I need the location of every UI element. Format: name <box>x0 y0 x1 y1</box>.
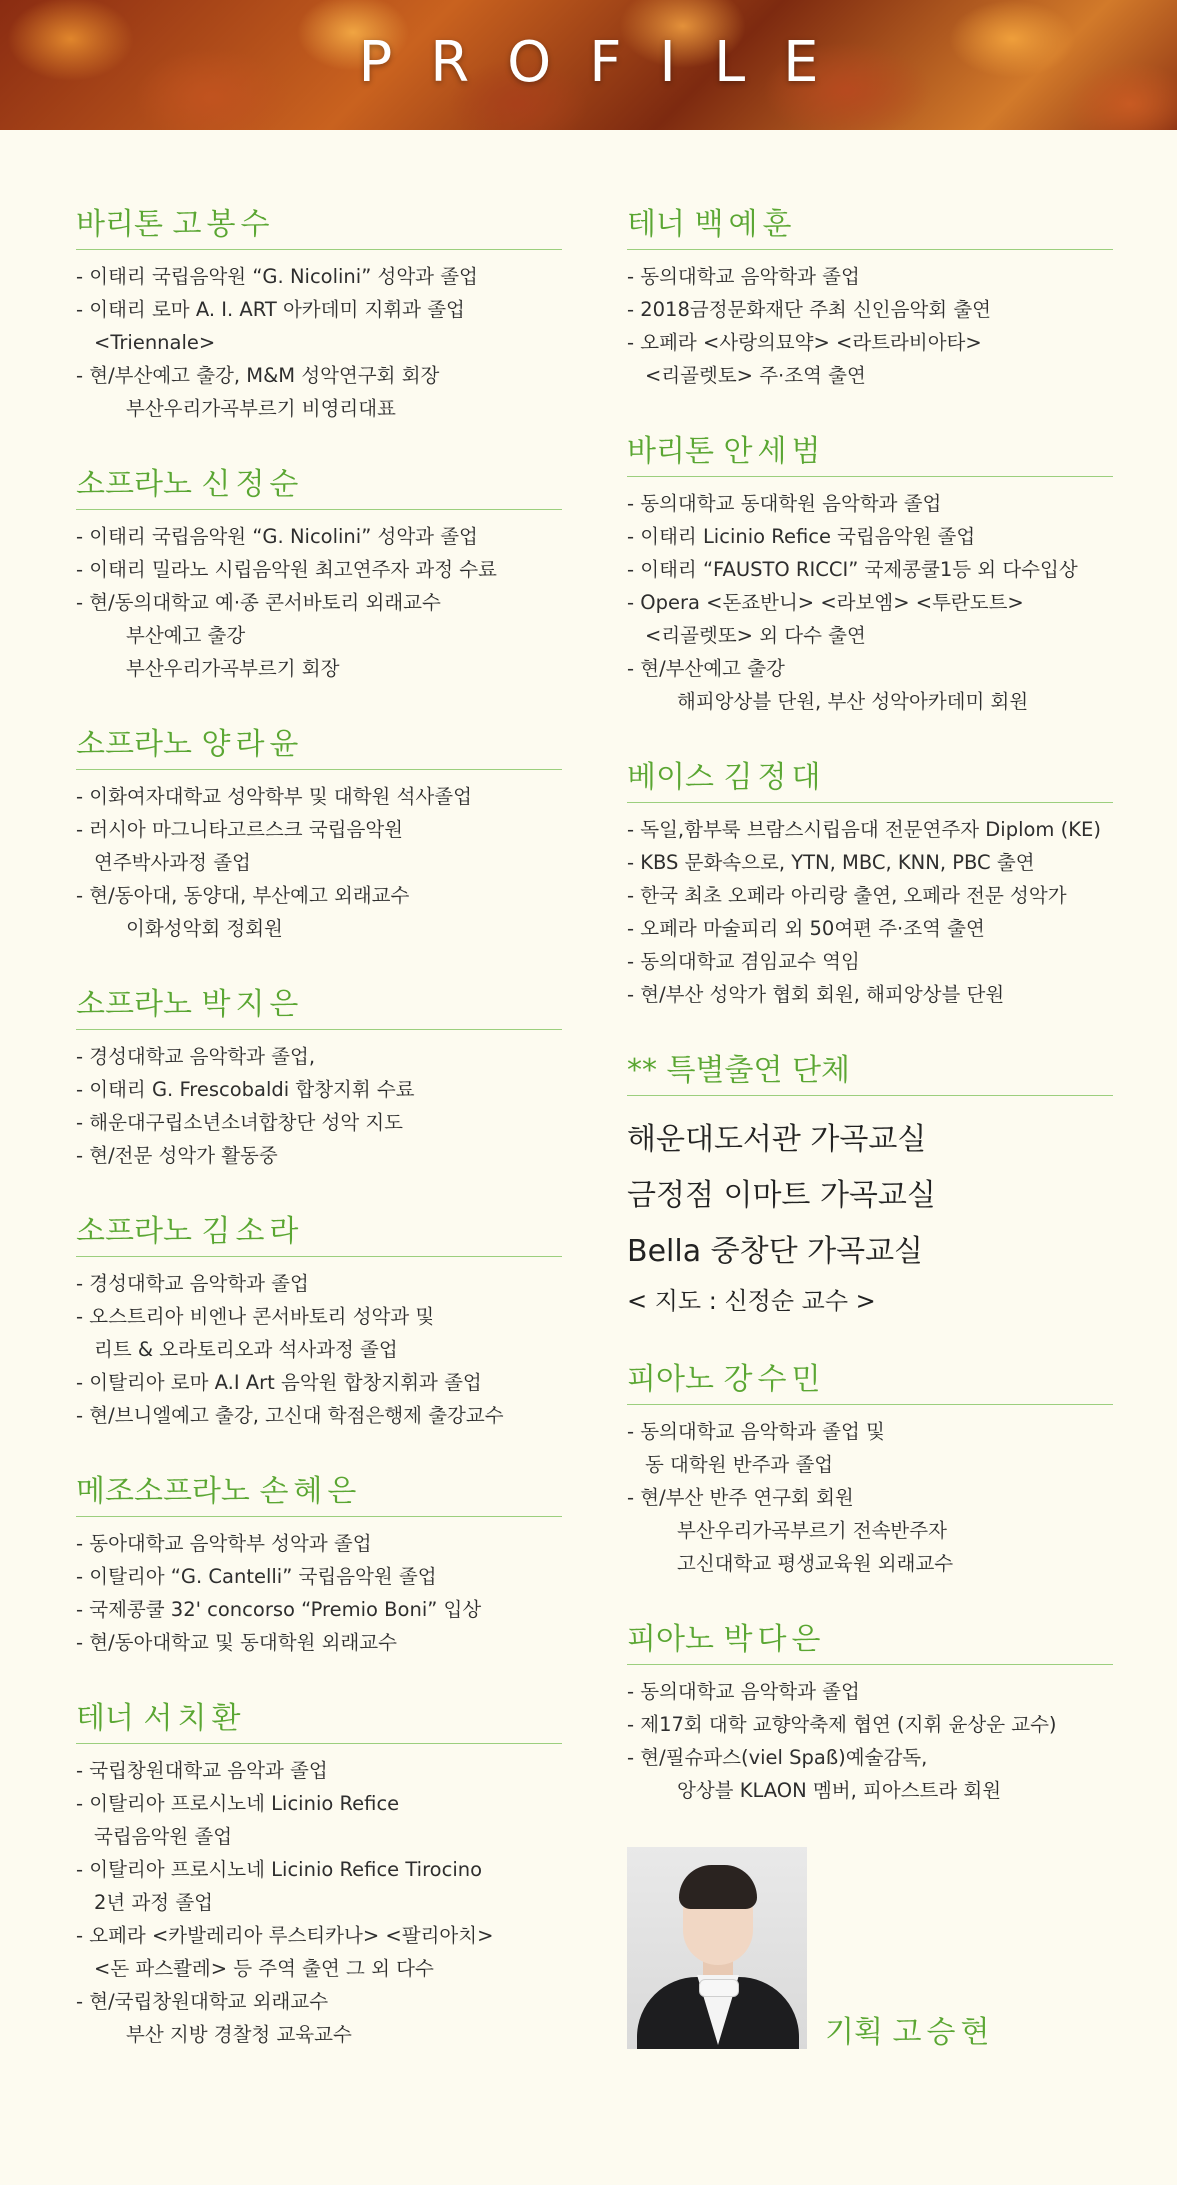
planner-credit <box>825 2007 994 2051</box>
performer-name: 강수민 <box>723 1362 826 1397</box>
bio-line: 연주박사과정 졸업 <box>94 851 251 874</box>
performer-heading <box>76 725 562 770</box>
profile-section <box>76 1699 562 2051</box>
performer-name: 신정순 <box>201 467 304 502</box>
bio-line: - 독일,함부룩 브람스시립음대 전문연주자 Diplom (KE) <box>627 818 1101 841</box>
bio-line: - 동의대학교 음악학과 졸업 <box>627 265 860 288</box>
bio-line: - 현/필슈파스(viel Spaß)예술감독, <box>627 1746 928 1769</box>
bio-line: - 이태리 Licinio Refice 국립음악원 졸업 <box>627 525 976 548</box>
bio-line: - 동의대학교 음악학과 졸업 <box>627 1680 860 1703</box>
bio-line: - 현/부산예고 출강, M&M 성악연구회 회장 <box>76 364 440 387</box>
bio-line: - 현/국립창원대학교 외래교수 <box>76 1990 329 2013</box>
bio-line: - 동의대학교 음악학과 졸업 및 <box>627 1420 885 1443</box>
performer-role: 피아노 <box>627 1362 714 1397</box>
bio-line: 부산우리가곡부르기 비영리대표 <box>126 397 396 420</box>
right-column <box>627 205 1113 2052</box>
bio-line: - KBS 문화속으로, YTN, MBC, KNN, PBC 출연 <box>627 851 1035 874</box>
performer-heading <box>627 1620 1113 1665</box>
performer-role: 베이스 <box>627 760 714 795</box>
bio-line: <Triennale> <box>94 331 216 354</box>
special-appearance-section <box>627 1051 1113 1322</box>
profile-section <box>627 1360 1113 1580</box>
performer-heading <box>627 205 1113 250</box>
bio-line: - 오스트리아 비엔나 콘서바토리 성악과 및 <box>76 1305 435 1328</box>
profile-section <box>76 985 562 1172</box>
bio-line: - 경성대학교 음악학과 졸업 <box>76 1272 309 1295</box>
bio-line: - 현/브니엘예고 출강, 고신대 학점은행제 출강교수 <box>76 1404 504 1427</box>
performer-role: 테너 <box>76 1701 134 1736</box>
bio-line: 앙상블 KLAON 멤버, 피아스트라 회원 <box>677 1779 1002 1802</box>
bio-line: 리트 & 오라토리오과 석사과정 졸업 <box>94 1338 398 1361</box>
profile-section <box>76 205 562 425</box>
bio-line: 해피앙상블 단원, 부산 성악아카데미 회원 <box>677 690 1029 713</box>
bio-line: - Opera <돈죠반니> <라보엠> <투란도트> <box>627 591 1024 614</box>
performer-role: 메조소프라노 <box>76 1474 250 1509</box>
left-column <box>76 205 562 2091</box>
bio-line: - 이화여자대학교 성악학부 및 대학원 석사졸업 <box>76 785 472 808</box>
bio-line: - 동아대학교 음악학부 성악과 졸업 <box>76 1532 372 1555</box>
special-group-item: Bella 중창단 가곡교실 <box>627 1234 924 1269</box>
planner-role: 기획 <box>825 2015 883 2050</box>
profile-section <box>76 725 562 945</box>
performer-role: 테너 <box>627 207 685 242</box>
performer-heading <box>76 465 562 510</box>
bio-line: 국립음악원 졸업 <box>94 1825 233 1848</box>
bio-line: - 현/부산 성악가 협회 회원, 해피앙상블 단원 <box>627 983 1005 1006</box>
bio-line: - 국립창원대학교 음악과 졸업 <box>76 1759 328 1782</box>
bio-line: - 현/부산예고 출강 <box>627 657 785 680</box>
performer-role: 소프라노 <box>76 987 192 1022</box>
bio-line: - 국제콩쿨 32' concorso “Premio Boni” 입상 <box>76 1598 482 1621</box>
bio-line: <리골렛토> 주·조역 출연 <box>645 364 866 387</box>
performer-name: 안세범 <box>723 434 826 469</box>
page-title: PROFILE <box>358 30 857 95</box>
bio-line: - 현/전문 성악가 활동중 <box>76 1144 278 1167</box>
bio-line: - 현/동아대, 동양대, 부산예고 외래교수 <box>76 884 410 907</box>
profile-section <box>627 1620 1113 1807</box>
bio-line: - 현/동의대학교 예·종 콘서바토리 외래교수 <box>76 591 441 614</box>
performer-role: 소프라노 <box>76 727 192 762</box>
bio-line: - 현/동아대학교 및 동대학원 외래교수 <box>76 1631 397 1654</box>
special-group-item: 해운대도서관 가곡교실 <box>627 1122 927 1157</box>
bio-line: 부산 지방 경찰청 교육교수 <box>126 2023 352 2046</box>
performer-name: 박다은 <box>723 1622 826 1657</box>
bio-line: - 이태리 국립음악원 “G. Nicolini” 성악과 졸업 <box>76 525 478 548</box>
bio-line: 고신대학교 평생교육원 외래교수 <box>677 1552 954 1575</box>
bio-line: - 해운대구립소년소녀합창단 성악 지도 <box>76 1111 404 1134</box>
bio-line: - 이태리 로마 A. I. ART 아카데미 지휘과 졸업 <box>76 298 465 321</box>
bio-line: - 오페라 <카발레리아 루스티카나> <팔리아치> <box>76 1924 494 1947</box>
bio-line: 2년 과정 졸업 <box>94 1891 213 1914</box>
profile-section <box>76 1212 562 1432</box>
bio-line: - 현/부산 반주 연구회 회원 <box>627 1486 854 1509</box>
bio-line: 이화성악회 정회원 <box>126 917 283 940</box>
bio-line: - 이탈리아 프로시노네 Licinio Refice <box>76 1792 400 1815</box>
bio-line: - 이태리 G. Frescobaldi 합창지휘 수료 <box>76 1078 415 1101</box>
profile-section <box>627 758 1113 1011</box>
performer-heading <box>76 1699 562 1744</box>
bio-line: - 오페라 마술피리 외 50여편 주·조역 출연 <box>627 917 985 940</box>
planner-name: 고승현 <box>892 2015 995 2050</box>
performer-heading <box>76 985 562 1030</box>
special-appearance-title: ** 특별출연 단체 <box>627 1051 1113 1096</box>
performer-heading <box>627 1360 1113 1405</box>
bio-line: - 이탈리아 “G. Cantelli” 국립음악원 졸업 <box>76 1565 437 1588</box>
performer-heading <box>76 1472 562 1517</box>
bio-line: - 한국 최초 오페라 아리랑 출연, 오페라 전문 성악가 <box>627 884 1067 907</box>
bio-line: - 이탈리아 로마 A.I Art 음악원 합창지휘과 졸업 <box>76 1371 482 1394</box>
profile-section <box>627 205 1113 392</box>
performer-heading <box>627 758 1113 803</box>
profile-section <box>76 465 562 685</box>
performer-name: 서치환 <box>143 1701 246 1736</box>
bio-line: <돈 파스콸레> 등 주역 출연 그 외 다수 <box>94 1957 434 1980</box>
performer-role: 바리톤 <box>76 207 163 242</box>
bio-line: 동 대학원 반주과 졸업 <box>645 1453 834 1476</box>
bio-line: 부산우리가곡부르기 회장 <box>126 657 340 680</box>
bio-line: - 이태리 “FAUSTO RICCI” 국제콩쿨1등 외 다수입상 <box>627 558 1078 581</box>
performer-name: 양라윤 <box>201 727 304 762</box>
performer-name: 고봉수 <box>172 207 275 242</box>
header-banner-autumn-leaves <box>0 0 1177 130</box>
special-group-item: 금정점 이마트 가곡교실 <box>627 1178 936 1213</box>
performer-name: 백예훈 <box>694 207 797 242</box>
bio-line: - 이태리 국립음악원 “G. Nicolini” 성악과 졸업 <box>76 265 478 288</box>
performer-role: 피아노 <box>627 1622 714 1657</box>
profile-section <box>627 432 1113 718</box>
bio-line: - 제17회 대학 교향악축제 협연 (지휘 윤상운 교수) <box>627 1713 1057 1736</box>
bio-line: - 오페라 <사랑의묘약> <라트라비아타> <box>627 331 982 354</box>
bio-line: - 경성대학교 음악학과 졸업, <box>76 1045 316 1068</box>
bio-line: - 2018금정문화재단 주최 신인음악회 출연 <box>627 298 992 321</box>
credit-row <box>627 1847 1113 2052</box>
performer-name: 손혜은 <box>259 1474 362 1509</box>
bio-line: <리골렛또> 외 다수 출연 <box>645 624 866 647</box>
bio-line: - 이태리 밀라노 시립음악원 최고연주자 과정 수료 <box>76 558 497 581</box>
bio-line: 부산우리가곡부르기 전속반주자 <box>677 1519 947 1542</box>
performer-heading <box>627 432 1113 477</box>
bio-line: - 동의대학교 겸임교수 역임 <box>627 950 860 973</box>
bio-line: - 동의대학교 동대학원 음악학과 졸업 <box>627 492 942 515</box>
special-group-instructor-note: < 지도 : 신정순 교수 > <box>627 1287 876 1315</box>
performer-name: 박지은 <box>201 987 304 1022</box>
performer-role: 바리톤 <box>627 434 714 469</box>
performer-name: 김정대 <box>723 760 826 795</box>
performer-role: 소프라노 <box>76 467 192 502</box>
bio-line: 부산예고 출강 <box>126 624 246 647</box>
planner-portrait-photo <box>627 1847 807 2049</box>
profile-section <box>76 1472 562 1659</box>
bio-line: - 이탈리아 프로시노네 Licinio Refice Tirocino <box>76 1858 483 1881</box>
performer-heading <box>76 1212 562 1257</box>
performer-heading <box>76 205 562 250</box>
performer-name: 김소라 <box>201 1214 304 1249</box>
bio-line: - 러시아 마그니타고르스크 국립음악원 <box>76 818 404 841</box>
performer-role: 소프라노 <box>76 1214 192 1249</box>
